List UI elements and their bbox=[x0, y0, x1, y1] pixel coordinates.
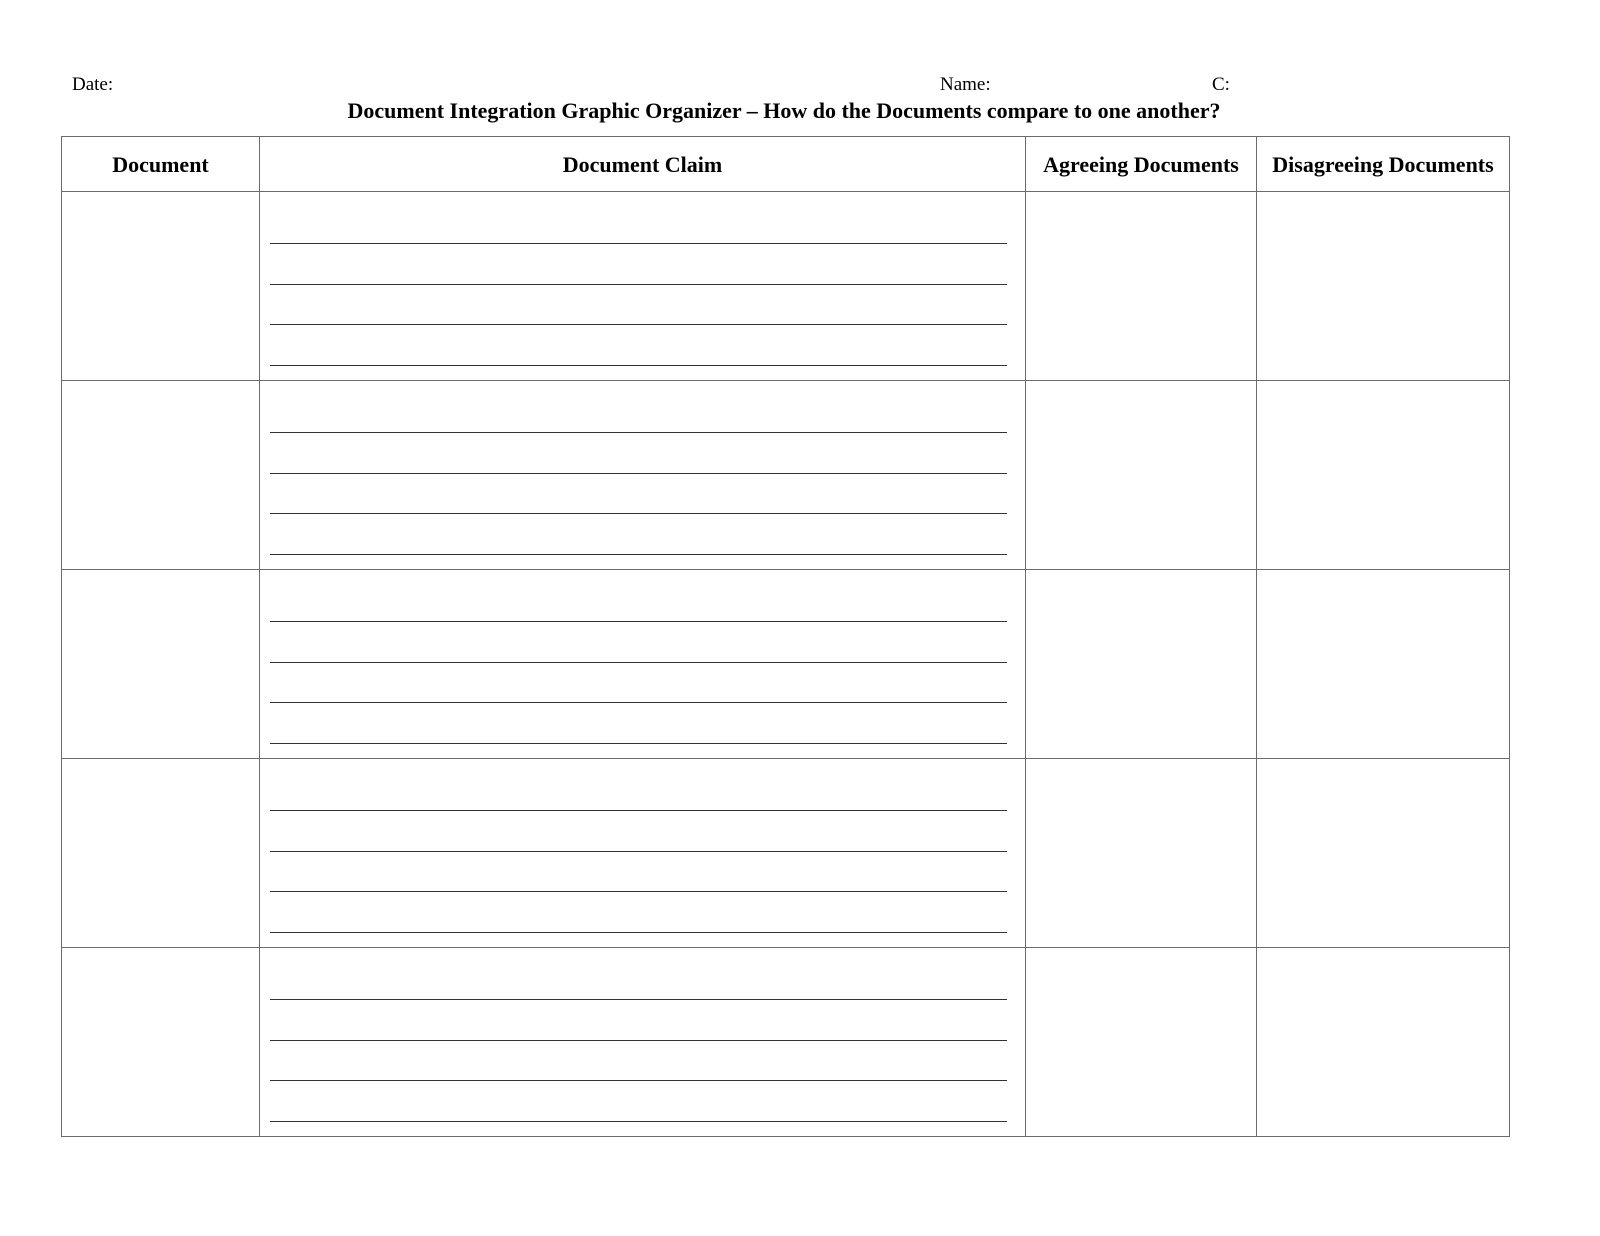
document-cell[interactable] bbox=[62, 948, 260, 1137]
claim-cell[interactable] bbox=[260, 948, 1026, 1137]
table-row bbox=[62, 192, 1510, 381]
column-header-claim: Document Claim bbox=[260, 137, 1026, 192]
disagreeing-cell[interactable] bbox=[1257, 948, 1510, 1137]
disagreeing-cell[interactable] bbox=[1257, 570, 1510, 759]
disagreeing-cell[interactable] bbox=[1257, 192, 1510, 381]
header-row bbox=[62, 137, 1510, 192]
table-row bbox=[62, 759, 1510, 948]
writing-line bbox=[270, 365, 1007, 366]
agreeing-cell[interactable] bbox=[1026, 570, 1257, 759]
table-row bbox=[62, 570, 1510, 759]
disagreeing-cell[interactable] bbox=[1257, 381, 1510, 570]
column-header-document: Document bbox=[62, 137, 260, 192]
column-header-agreeing: Agreeing Documents bbox=[1026, 137, 1257, 192]
organizer-table bbox=[61, 136, 1510, 1137]
writing-line bbox=[270, 851, 1007, 852]
writing-line bbox=[270, 810, 1007, 811]
writing-line bbox=[270, 243, 1007, 244]
claim-cell[interactable] bbox=[260, 192, 1026, 381]
writing-line bbox=[270, 324, 1007, 325]
claim-cell[interactable] bbox=[260, 381, 1026, 570]
agreeing-cell[interactable] bbox=[1026, 381, 1257, 570]
class-label: C: bbox=[1212, 74, 1230, 95]
page-title: Document Integration Graphic Organizer – How do the Documents compare to one another? bbox=[347, 98, 1221, 123]
disagreeing-cell[interactable] bbox=[1257, 759, 1510, 948]
writing-line bbox=[270, 932, 1007, 933]
writing-line bbox=[270, 662, 1007, 663]
writing-line bbox=[270, 1040, 1007, 1041]
table-row bbox=[62, 948, 1510, 1137]
claim-cell[interactable] bbox=[260, 759, 1026, 948]
document-cell[interactable] bbox=[62, 192, 260, 381]
writing-line bbox=[270, 999, 1007, 1000]
name-label: Name: bbox=[940, 74, 991, 95]
writing-line bbox=[270, 432, 1007, 433]
writing-line bbox=[270, 1121, 1007, 1122]
claim-cell[interactable] bbox=[260, 570, 1026, 759]
table-row bbox=[62, 381, 1510, 570]
date-label: Date: bbox=[72, 74, 114, 95]
agreeing-cell[interactable] bbox=[1026, 192, 1257, 381]
writing-line bbox=[270, 1080, 1007, 1081]
document-cell[interactable] bbox=[62, 381, 260, 570]
writing-line bbox=[270, 743, 1007, 744]
writing-line bbox=[270, 554, 1007, 555]
column-header-disagreeing: Disagreeing Documents bbox=[1257, 137, 1510, 192]
document-cell[interactable] bbox=[62, 570, 260, 759]
agreeing-cell[interactable] bbox=[1026, 759, 1257, 948]
writing-line bbox=[270, 513, 1007, 514]
writing-line bbox=[270, 891, 1007, 892]
agreeing-cell[interactable] bbox=[1026, 948, 1257, 1137]
writing-line bbox=[270, 284, 1007, 285]
document-cell[interactable] bbox=[62, 759, 260, 948]
writing-line bbox=[270, 702, 1007, 703]
writing-line bbox=[270, 621, 1007, 622]
writing-line bbox=[270, 473, 1007, 474]
